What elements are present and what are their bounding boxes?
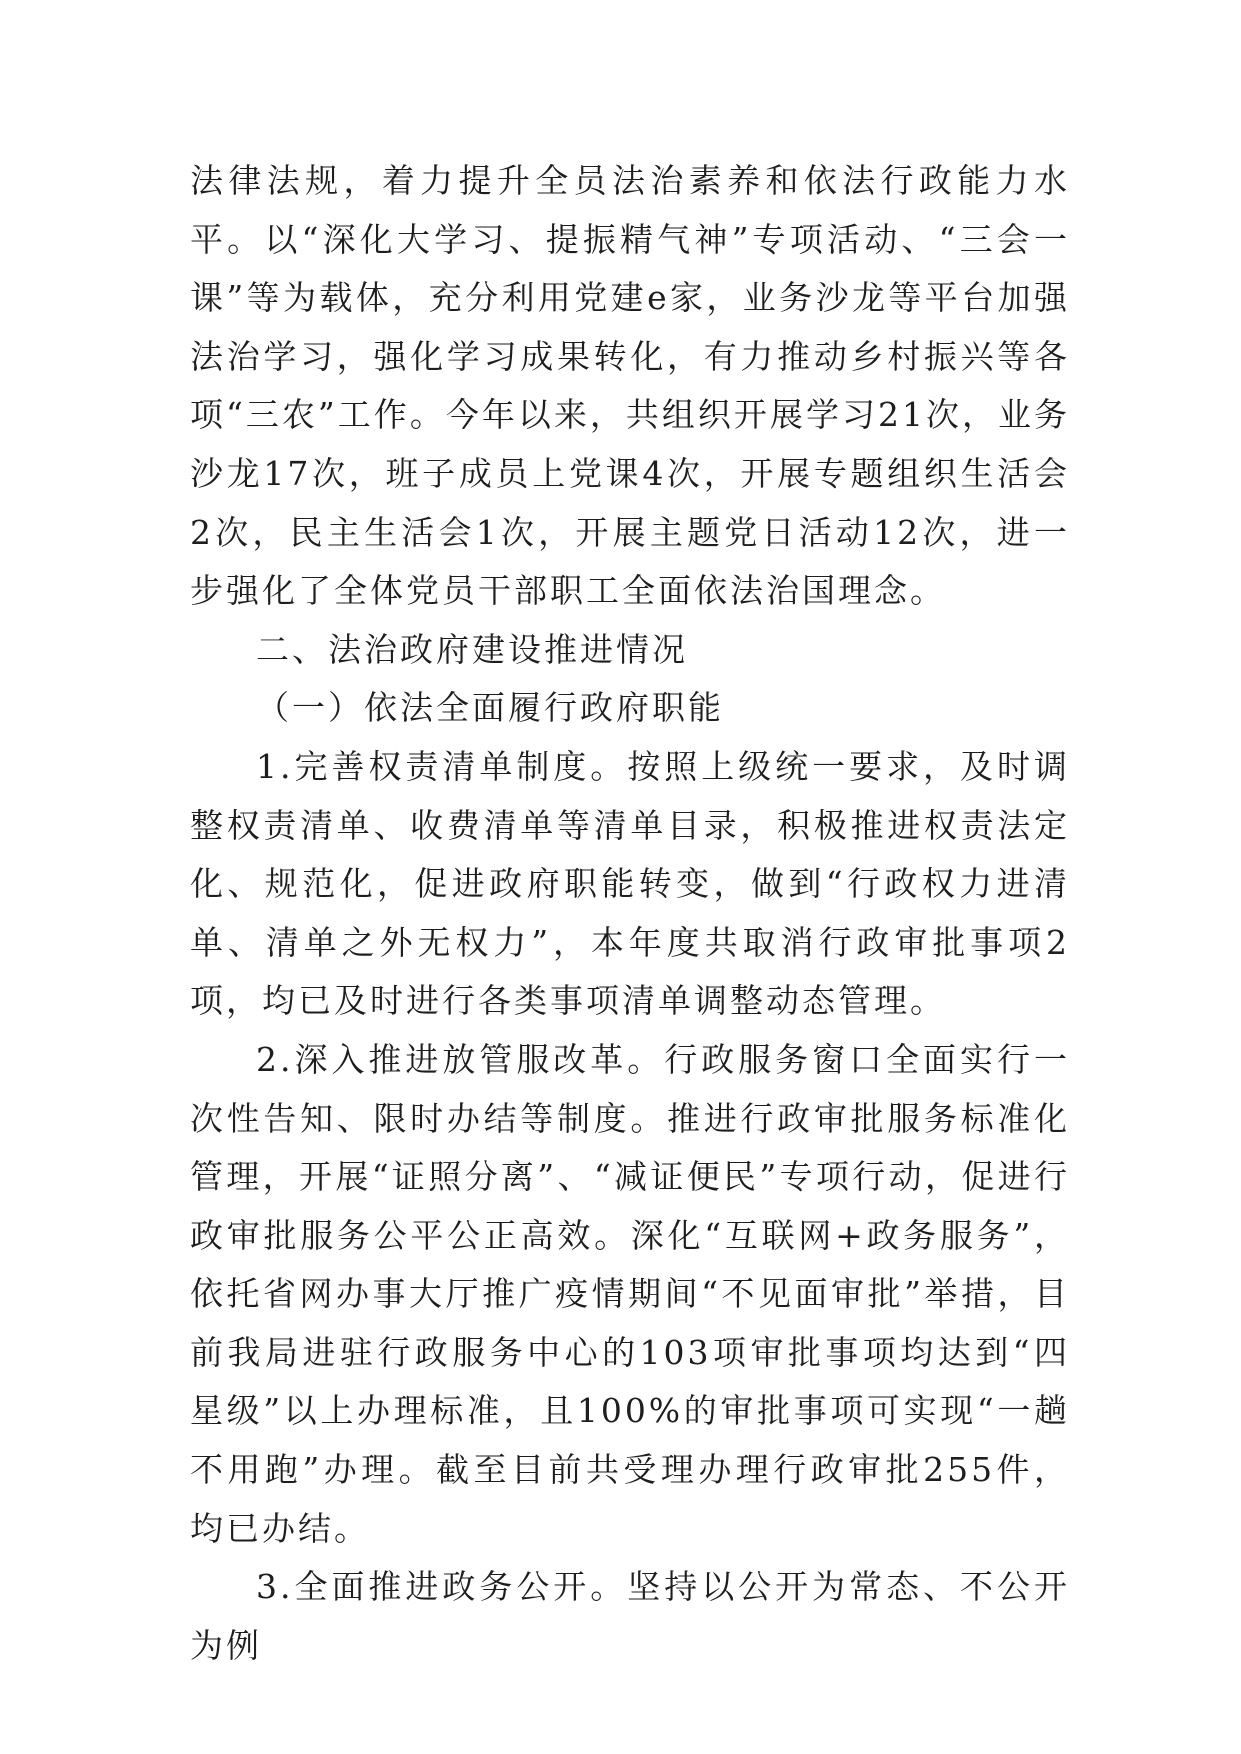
section-heading-2: 二、法治政府建设推进情况 [256,629,688,669]
paragraph-legal-study: 法律法规，着力提升全员法治素养和依法行政能力水平。以“深化大学习、提振精气神”专项活动、“三会一课”等为载体，充分利用党建e家，业务沙龙等平台加强法治学习，强化学习成果转化，有力推动乡村振兴等各项“三农”工作。今年以来，共组织开展学习21次，业务沙龙17次，班子成员上党课4次，开展专题组织生活会2次，民主生活会1次，开展主题党日活动12次，进一步强化了全体党员干部职工全面依法治国理念。 [190,161,1070,611]
paragraph-item-1: 1.完善权责清单制度。按照上级统一要求，及时调整权责清单、收费清单等清单目录，积极推进权责法定化、规范化，促进政府职能转变，做到“行政权力进清单、清单之外无权力”，本年度共取消行政审批事项2项，均已及时进行各类事项清单调整动态管理。 [190,746,1070,1021]
paragraph-item-2: 2.深入推进放管服改革。行政服务窗口全面实行一次性告知、限时办结等制度。推进行政审批服务标准化管理，开展“证照分离”、“减证便民”专项行动，促进行政审批服务公平公正高效。深化“互联网+政务服务”，依托省网办事大厅推广疫情期间“不见面审批”举措，目前我局进驻行政服务中心的103项审批事项均达到“四星级”以上办理标准，且100%的审批事项可实现“一趟不用跑”办理。截至目前共受理办理行政审批255件，均已办结。 [190,1039,1070,1548]
document-body [190,152,1070,1675]
subsection-heading-1: （一）依法全面履行政府职能 [256,688,724,728]
paragraph-item-3: 3.全面推进政务公开。坚持以公开为常态、不公开为例 [190,1567,1070,1665]
